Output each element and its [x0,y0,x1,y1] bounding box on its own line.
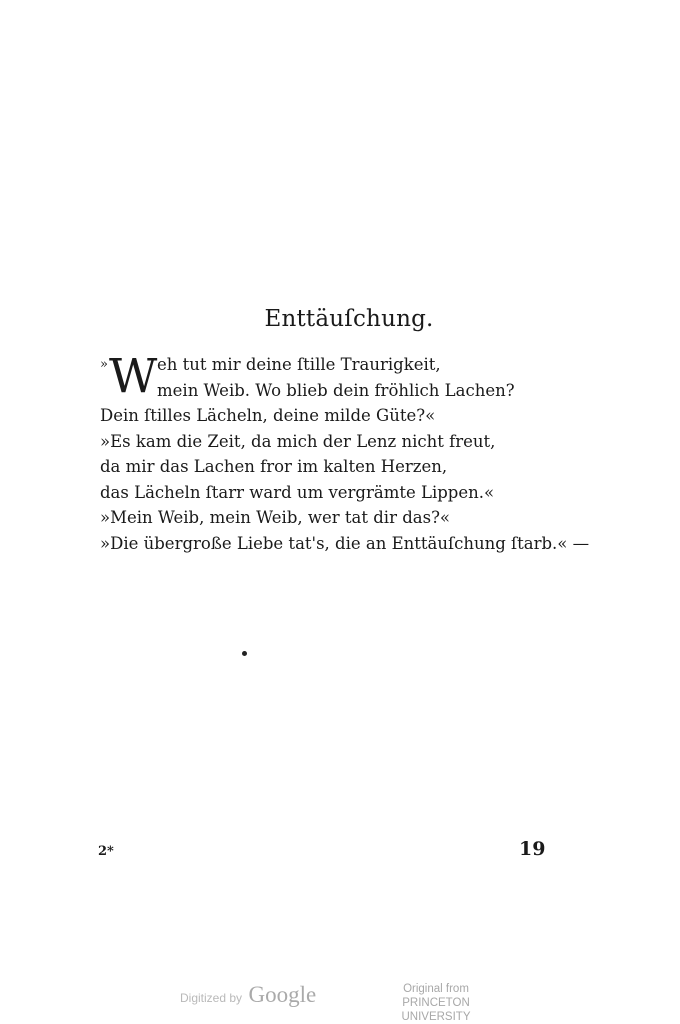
digitized-by-watermark [180,982,316,1008]
poem-line-7: »Mein Weib, mein Weib, wer tat dir das?« [100,508,451,527]
drop-cap: W [109,349,158,404]
original-from-watermark [378,982,494,1024]
digitized-label: Digitized by [180,991,243,1005]
poem-line-1-text: eh tut mir deine ſtille Traurigkeit, [157,355,441,374]
ornament-dot [242,651,247,656]
poem-line-6: das Lächeln ſtarr ward um vergrämte Lippen.« [100,482,495,502]
poem-line-8: »Die übergroße Liebe tat's, die an Enttäuſchung ſtarb.« — [100,533,590,553]
poem-line-4: »Es kam die Zeit, da mich der Lenz nicht freut, [100,431,496,451]
poem-line-5: da mir das Lachen fror im kalten Herzen, [100,457,448,476]
poem-title: Enttäuſchung. [264,306,434,332]
institution-label: PRINCETON UNIVERSITY [401,997,471,1023]
opening-quote: » [100,357,108,372]
poem-body [100,349,590,556]
original-from-label: Original from [403,983,469,995]
signature-mark: 2* [98,844,114,859]
poem-line-3: Dein ſtilles Lächeln, deine milde Güte?« [100,406,436,425]
poem-line-2: mein Weib. Wo blieb dein fröhlich Lachen? [157,380,515,400]
page-number: 19 [519,838,546,860]
google-logo: Google [248,982,317,1007]
